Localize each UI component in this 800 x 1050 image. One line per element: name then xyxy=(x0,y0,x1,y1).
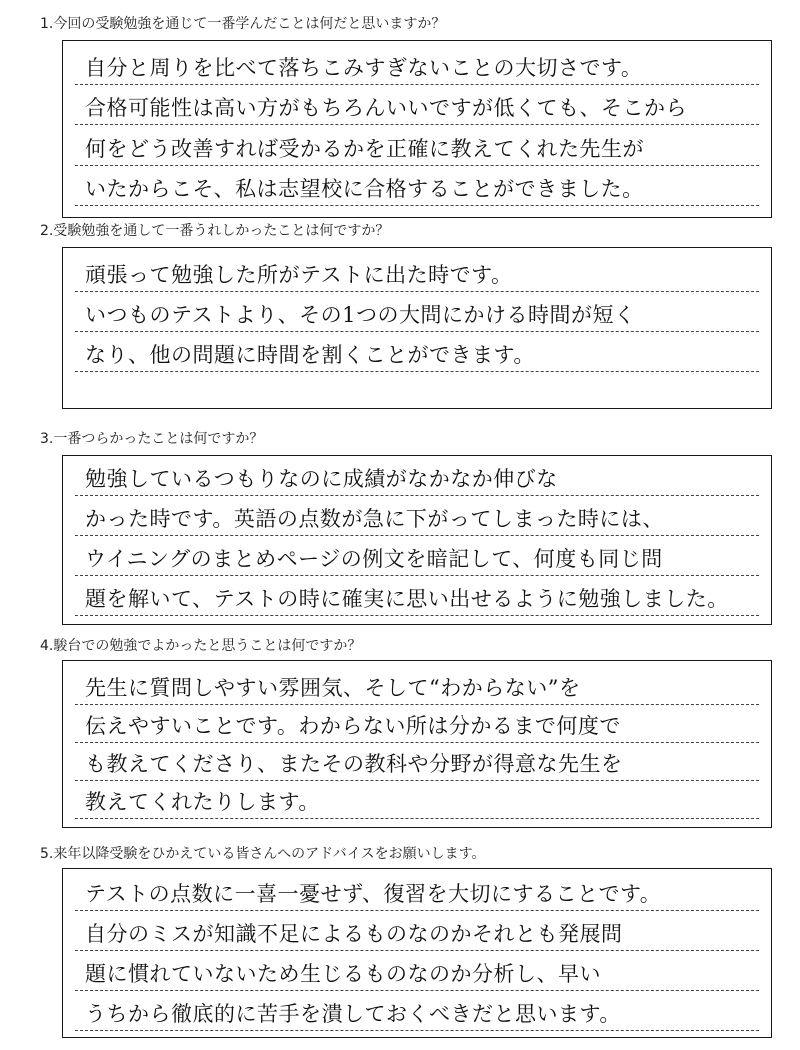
answer-line-text: 先生に質問しやすい雰囲気、そして“わからない”を xyxy=(85,676,581,700)
answer-line xyxy=(75,298,759,332)
answer-line-text: も教えてくださり、またその教科や分野が得意な先生を xyxy=(85,752,623,776)
answer-line xyxy=(75,258,759,292)
answer-line-text: 伝えやすいことです。わからない所は分かるまで何度で xyxy=(85,714,621,738)
answer-line-text: テストの点数に一喜一憂せず、復習を大切にすることです。 xyxy=(85,882,662,906)
answer-line-text: なり、他の問題に時間を割くことができます。 xyxy=(85,343,535,367)
answer-box-4 xyxy=(62,660,772,828)
answer-line xyxy=(75,51,759,85)
answer-box-3 xyxy=(62,455,772,625)
answer-line xyxy=(75,917,759,951)
answer-box-2 xyxy=(62,247,772,409)
answer-line xyxy=(75,172,759,206)
question-5: 5.来年以降受験をひかえている皆さんへのアドバイスをお願いします。 xyxy=(40,846,486,862)
answer-box-5 xyxy=(62,868,772,1038)
answer-line xyxy=(75,671,759,705)
answer-line xyxy=(75,132,759,166)
answer-line xyxy=(75,957,759,991)
answer-line xyxy=(75,91,759,125)
answer-line xyxy=(75,462,759,496)
answer-line xyxy=(75,747,759,781)
question-2: 2.受験勉強を通して一番うれしかったことは何ですか？ xyxy=(40,223,390,239)
answer-line-text: ウイニングのまとめページの例文を暗記して、何度も同じ問 xyxy=(85,547,663,571)
question-4: 4.駿台での勉強でよかったと思うことは何ですか？ xyxy=(40,638,362,654)
answer-line-text: かった時です。英語の点数が急に下がってしまった時には、 xyxy=(85,507,664,531)
answer-line xyxy=(75,502,759,536)
answer-line-text: 勉強しているつもりなのに成績がなかなか伸びな xyxy=(85,467,558,491)
answer-line xyxy=(75,709,759,743)
answer-line-text: いつものテストより、その1つの大問にかける時間が短く xyxy=(85,303,636,327)
answer-line-text: 題を解いて、テストの時に確実に思い出せるように勉強しました。 xyxy=(85,587,729,611)
question-3: 3.一番つらかったことは何ですか？ xyxy=(40,431,264,447)
answer-line-text: 題に慣れていないため生じるものなのか分析し、早い xyxy=(85,962,601,986)
answer-line-text: 頑張って勉強した所がテストに出た時です。 xyxy=(85,263,513,287)
answer-line xyxy=(75,997,759,1031)
answer-line xyxy=(75,582,759,616)
answer-line-text: うちから徹底的に苦手を潰しておくべきだと思います。 xyxy=(85,1002,621,1026)
answer-line xyxy=(75,542,759,576)
answer-line-text: 自分と周りを比べて落ちこみすぎないことの大切さです。 xyxy=(85,56,643,80)
answer-line-text: いたからこそ、私は志望校に合格することができました。 xyxy=(85,177,644,201)
answer-line-text: 合格可能性は高い方がもちろんいいですが低くても、そこから xyxy=(85,96,687,120)
answer-line-text: 自分のミスが知識不足によるものなのかそれとも発展問 xyxy=(85,922,623,946)
answer-line-text: 教えてくれたりします。 xyxy=(85,790,320,814)
answer-line xyxy=(75,785,759,819)
answer-line xyxy=(75,338,759,372)
answer-line-text: 何をどう改善すれば受かるかを正確に教えてくれた先生が xyxy=(85,137,644,161)
answer-box-1 xyxy=(62,40,772,218)
question-1: 1.今回の受験勉強を通じて一番学んだことは何だと思いますか？ xyxy=(40,16,446,32)
answer-line xyxy=(75,877,759,911)
